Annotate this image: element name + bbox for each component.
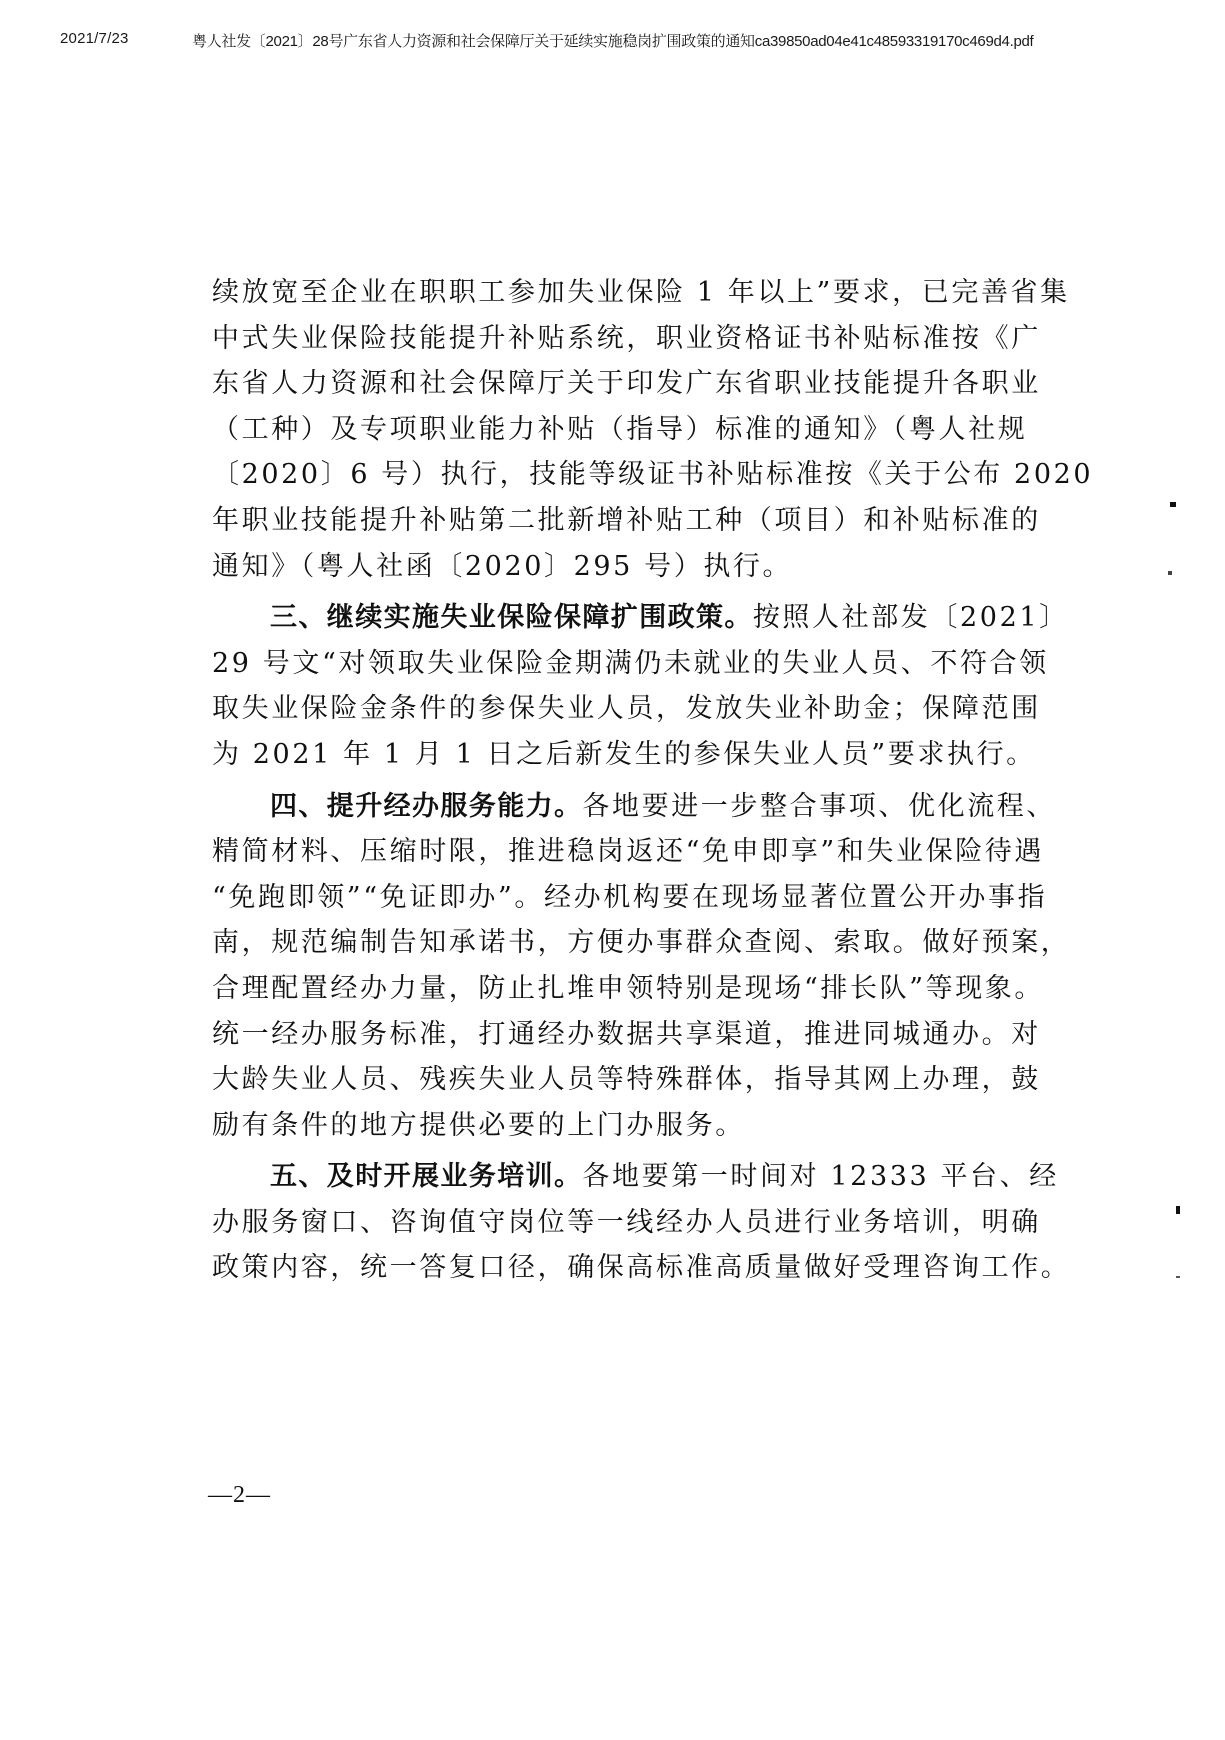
print-date: 2021/7/23 xyxy=(60,30,129,47)
section-heading: 五、及时开展业务培训。 xyxy=(270,1161,583,1193)
text-line: 年职业技能提升补贴第二批新增补贴工种（项目）和补贴标准的 xyxy=(212,504,1041,536)
text-line: 统一经办服务标准，打通经办数据共享渠道，推进同城通办。对 xyxy=(212,1018,1041,1050)
section-text: 各地要进一步整合事项、优化流程、 xyxy=(582,790,1057,822)
text-line: 29 号文“对领取失业保险金期满仍未就业的失业人员、不符合领 xyxy=(212,647,1049,679)
paragraph-continued xyxy=(212,270,1094,589)
page-number: —2— xyxy=(208,1482,271,1508)
text-line: 政策内容，统一答复口径，确保高标准高质量做好受理咨询工作。 xyxy=(212,1252,1071,1284)
section-4 xyxy=(212,784,1071,1149)
section-first-line xyxy=(212,595,1069,641)
print-header xyxy=(0,30,1225,54)
section-text: 按照人社部发〔2021〕 xyxy=(752,602,1069,634)
text-line: 大龄失业人员、残疾失业人员等特殊群体，指导其网上办理，鼓 xyxy=(212,1064,1041,1096)
text-line: 合理配置经办力量，防止扎堆申领特别是现场“排长队”等现象。 xyxy=(212,972,1045,1004)
section-first-line xyxy=(212,784,1057,830)
scan-artifact-mark xyxy=(1170,502,1176,507)
text-line: 精简材料、压缩时限，推进稳岗返还“免申即享”和失业保险待遇 xyxy=(212,836,1045,868)
section-text: 各地要第一时间对 12333 平台、经 xyxy=(582,1161,1059,1193)
text-line: 励有条件的地方提供必要的上门办服务。 xyxy=(212,1109,745,1141)
section-heading: 三、继续实施失业保险保障扩围政策。 xyxy=(270,602,753,634)
text-line: 东省人力资源和社会保障厅关于印发广东省职业技能提升各职业 xyxy=(212,368,1041,400)
section-heading: 四、提升经办服务能力。 xyxy=(270,790,583,822)
text-line: 中式失业保险技能提升补贴系统，职业资格证书补贴标准按《广 xyxy=(212,322,1041,354)
text-line: 南，规范编制告知承诺书，方便办事群众查阅、索取。做好预案， xyxy=(212,927,1071,959)
section-5 xyxy=(212,1154,1071,1291)
scan-artifact-mark xyxy=(1176,1206,1180,1214)
scan-artifact-mark xyxy=(1168,571,1172,575)
text-line: 为 2021 年 1 月 1 日之后新发生的参保失业人员”要求执行。 xyxy=(212,738,1036,770)
text-line: 〔2020〕6 号）执行，技能等级证书补贴标准按《关于公布 2020 xyxy=(212,459,1094,491)
document-title: 粤人社发〔2021〕28号广东省人力资源和社会保障厅关于延续实施稳岗扩围政策的通知ca39850ad04e41c48593319170c469d4.pdf xyxy=(192,33,1034,50)
text-line: （工种）及专项职业能力补贴（指导）标准的通知》（粤人社规 xyxy=(212,413,1028,445)
text-line: 通知》（粤人社函〔2020〕295 号）执行。 xyxy=(212,550,793,582)
text-line: “免跑即领”“免证即办”。经办机构要在现场显著位置公开办事指 xyxy=(212,881,1048,913)
text-line: 续放宽至企业在职职工参加失业保险 1 年以上”要求，已完善省集 xyxy=(212,277,1070,308)
scan-artifact-mark xyxy=(1176,1276,1180,1278)
document-body xyxy=(212,270,1094,1291)
section-3 xyxy=(212,595,1069,777)
text-line: 取失业保险金条件的参保失业人员，发放失业补助金；保障范围 xyxy=(212,693,1041,725)
text-line: 办服务窗口、咨询值守岗位等一线经办人员进行业务培训，明确 xyxy=(212,1206,1041,1238)
section-first-line xyxy=(212,1154,1059,1200)
